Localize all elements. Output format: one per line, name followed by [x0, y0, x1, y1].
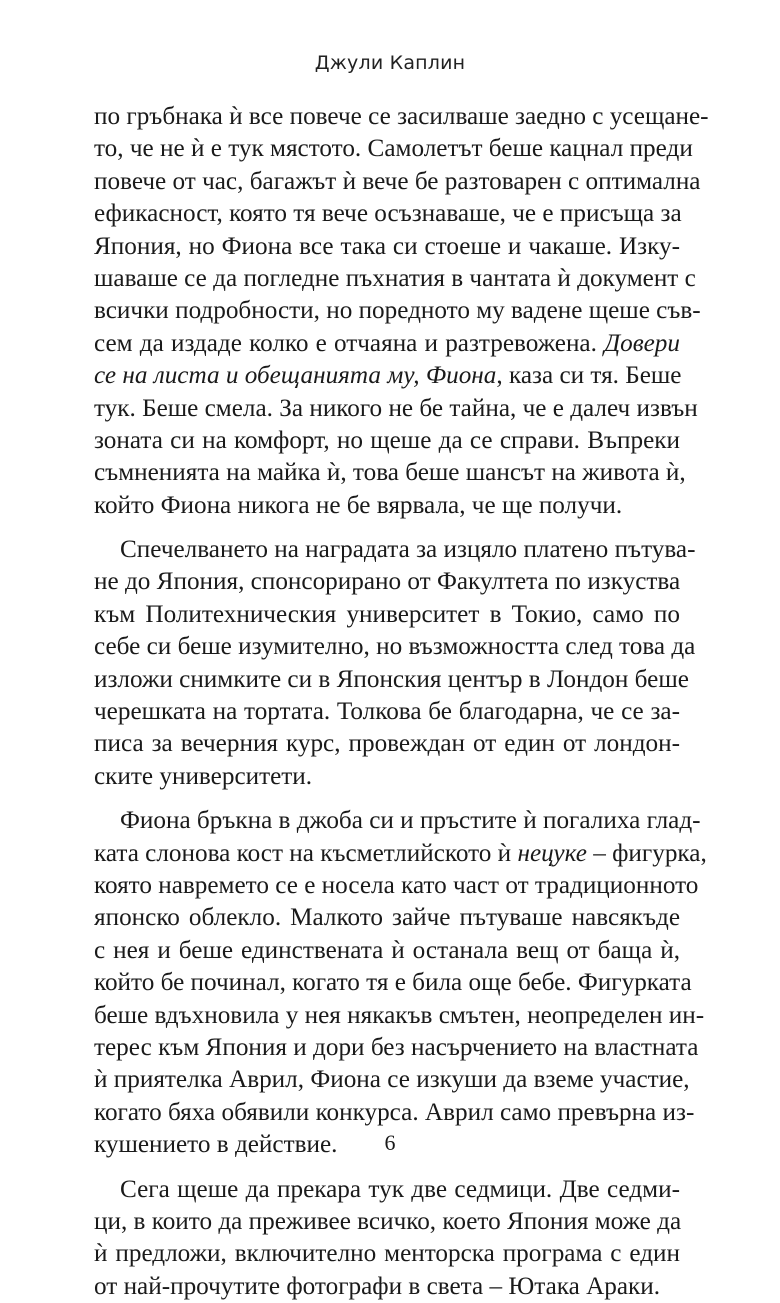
text-run: всички подробности, но поредното му вадене щеше съв-	[94, 297, 701, 324]
text-line	[94, 599, 680, 631]
text-run: ските университети.	[94, 763, 312, 790]
text-line	[94, 664, 680, 696]
text-line	[94, 1206, 680, 1238]
text-run: повече от час, багажът ѝ вече бе разтоварен с оптимална	[94, 168, 701, 195]
text-run: с нея и беше единствената ѝ останала вещ от баща ѝ,	[94, 937, 680, 964]
paragraph	[94, 534, 680, 793]
paragraph-gap	[94, 522, 680, 534]
text-line	[94, 393, 680, 425]
text-run: терес към Япония и дори без насърчението на властната	[94, 1034, 698, 1061]
text-run: ката слонова кост на късметлийското ѝ	[94, 840, 517, 867]
text-line	[94, 728, 680, 760]
text-run: то, че не ѝ е тук мястото. Самолетът беше кацнал преди	[94, 135, 693, 162]
text-run: ци, в които да преживее всичко, което Япония може да	[94, 1208, 681, 1235]
text-run: Сега щеше да прекара тук две седмици. Две седми-	[120, 1176, 680, 1203]
paragraph-gap	[94, 1162, 680, 1174]
text-line	[94, 1032, 680, 1064]
text-line	[94, 935, 680, 967]
text-line	[94, 566, 680, 598]
text-line	[94, 490, 680, 522]
text-run: Япония, но Фиона все така си стоеше и чакаше. Изку-	[94, 233, 680, 260]
text-run: зоната си на комфорт, но щеше да се справи. Въпреки	[94, 427, 680, 454]
text-line	[94, 1097, 680, 1129]
text-line	[94, 360, 680, 392]
text-line	[94, 838, 680, 870]
text-run: от най-прочутите фотографи в света – Ютака Араки.	[94, 1273, 660, 1300]
italic-run: се на листа и обещанията му, Фиона	[94, 362, 496, 389]
text-run: която навремето се е носела като част от традиционното	[94, 872, 698, 899]
text-run: писа за вечерния курс, провеждан от един от лондон-	[94, 730, 680, 757]
text-line	[94, 902, 680, 934]
text-line	[94, 263, 680, 295]
italic-run: нецуке	[517, 840, 586, 867]
text-run: Фиона бръкна в джоба си и пръстите ѝ погалиха глад-	[120, 807, 701, 834]
text-line	[94, 967, 680, 999]
text-line	[94, 870, 680, 902]
text-run: тук. Беше смела. За никого не бе тайна, че е далеч извън	[94, 395, 698, 422]
body-text	[94, 101, 680, 1303]
text-run: по гръбнака ѝ все повече се засилваше заедно с усещане-	[94, 103, 709, 130]
text-line	[94, 761, 680, 793]
text-run: шаваше се да погледне пъхнатия в чантата ѝ документ с	[94, 265, 696, 292]
text-line	[94, 231, 680, 263]
paragraph	[94, 1174, 680, 1303]
text-line	[94, 1238, 680, 1270]
paragraph-gap	[94, 793, 680, 805]
running-header-author: Джули Каплин	[0, 52, 780, 74]
text-line	[94, 133, 680, 165]
text-run: черешката на тортата. Толкова бе благодарна, че се за-	[94, 698, 680, 725]
text-line	[94, 198, 680, 230]
text-run: ѝ приятелка Аврил, Фиона се изкуши да вземе участие,	[94, 1066, 690, 1093]
text-line	[94, 328, 680, 360]
text-line	[94, 1000, 680, 1032]
text-line	[94, 1174, 680, 1206]
text-run: изложи снимките си в Японския център в Лондон беше	[94, 666, 689, 693]
page-number: 6	[0, 1130, 780, 1156]
text-line	[94, 425, 680, 457]
text-line	[94, 805, 680, 837]
text-run: съмненията на майка ѝ, това беше шансът на живота ѝ,	[94, 459, 686, 486]
text-line	[94, 1271, 680, 1303]
text-run: сем да издаде колко е отчаяна и разтревожена.	[94, 330, 604, 357]
text-run: себе си беше изумително, но възможността след това да	[94, 633, 695, 660]
text-run: японско облекло. Малкото зайче пътуваше навсякъде	[94, 904, 680, 931]
text-line	[94, 631, 680, 663]
text-run: кушението в действие.	[94, 1131, 337, 1158]
paragraph	[94, 101, 680, 522]
text-line	[94, 1064, 680, 1096]
text-line	[94, 696, 680, 728]
text-run: Спечелването на наградата за изцяло платено пътува-	[120, 536, 695, 563]
paragraph	[94, 805, 680, 1161]
text-run: ѝ предложи, включително менторска програма с един	[94, 1240, 680, 1267]
text-run: към Политехническия университет в Токио, само по	[94, 601, 680, 628]
text-run: , каза си тя. Беше	[496, 362, 681, 389]
italic-run: Довери	[604, 330, 680, 357]
text-run: ефикасност, която тя вече осъзнаваше, че е присъща за	[94, 200, 682, 227]
text-line	[94, 457, 680, 489]
text-run: когато бяха обявили конкурса. Аврил само превърна из-	[94, 1099, 694, 1126]
text-line	[94, 534, 680, 566]
text-line	[94, 166, 680, 198]
text-run: не до Япония, спонсорирано от Факултета по изкуства	[94, 568, 680, 595]
text-run: беше вдъхновила у нея някакъв смътен, неопределен ин-	[94, 1002, 704, 1029]
text-line	[94, 101, 680, 133]
text-run: който бе починал, когато тя е била още бебе. Фигурката	[94, 969, 692, 996]
text-run: който Фиона никога не бе вярвала, че ще получи.	[94, 492, 622, 519]
text-line	[94, 295, 680, 327]
text-run: – фигурка,	[587, 840, 707, 867]
